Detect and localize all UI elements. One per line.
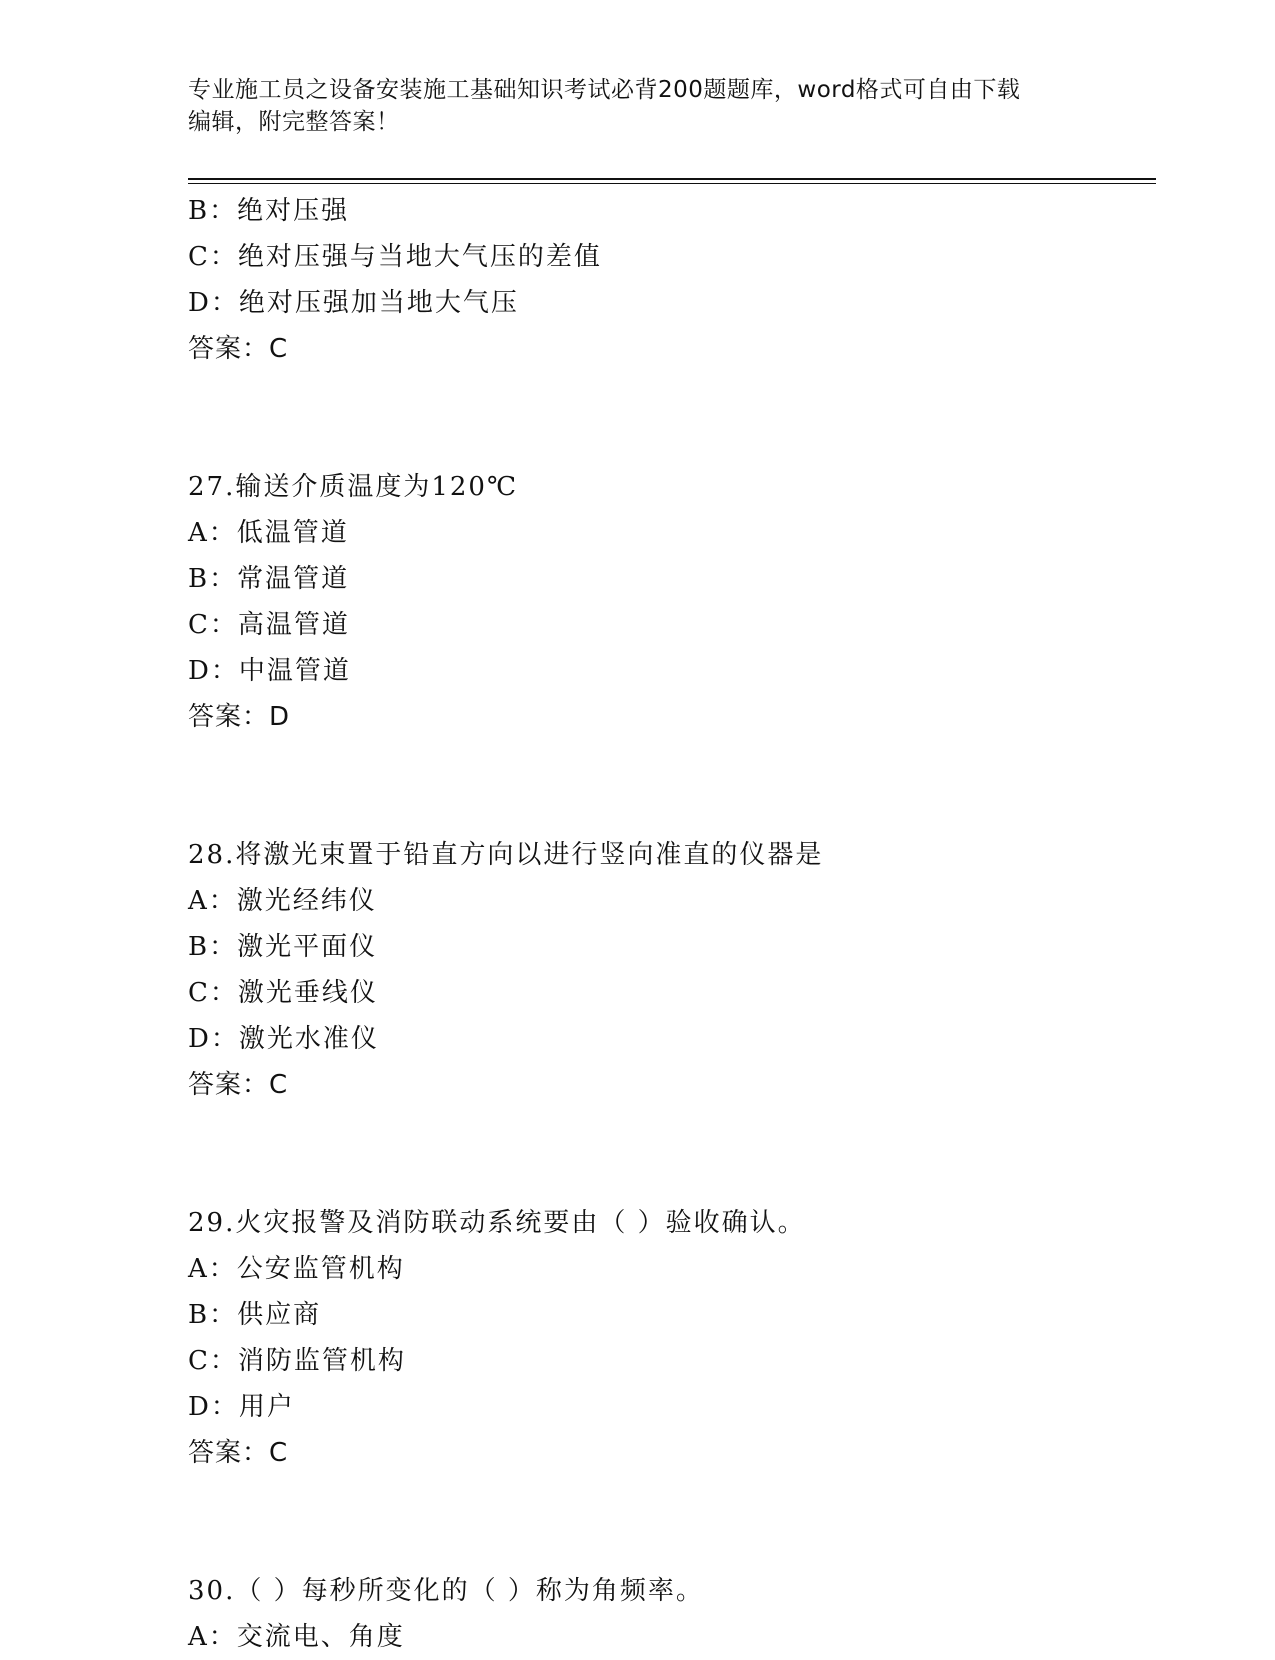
question-stem: 27.输送介质温度为120℃ [188,472,519,502]
option-a: A：交流电、角度 [188,1622,405,1652]
document-header [188,74,1078,138]
answer-line: 答案：C [188,1438,289,1468]
header-divider-thin [188,183,1156,184]
question-block-29 [188,1200,1156,1476]
question-stem: 29.火灾报警及消防联动系统要由（ ）验收确认。 [188,1208,806,1238]
question-block-28 [188,832,1156,1108]
question-stem: 30.（ ）每秒所变化的（ ）称为角频率。 [188,1576,704,1606]
spacer [188,740,1156,832]
option-c: C：高温管道 [188,610,350,640]
question-list [188,188,1156,1660]
question-block-partial [188,188,1156,372]
header-divider-thick [188,178,1156,180]
option-a: A：低温管道 [188,518,349,548]
option-a: A：公安监管机构 [188,1254,405,1284]
answer-line: 答案：C [188,1070,289,1100]
option-c: C：绝对压强与当地大气压的差值 [188,242,602,272]
question-block-27 [188,464,1156,740]
option-c: C：消防监管机构 [188,1346,406,1376]
header-title-line-2: 编辑，附完整答案！ [188,109,400,135]
header-title-line-1: 专业施工员之设备安装施工基础知识考试必背200题题库，word格式可自由下载 [188,77,1021,103]
answer-line: 答案：C [188,334,289,364]
option-d: D：绝对压强加当地大气压 [188,288,519,318]
option-d: D：中温管道 [188,656,351,686]
option-a: A：激光经纬仪 [188,886,377,916]
question-stem: 28.将激光束置于铅直方向以进行竖向准直的仪器是 [188,840,824,870]
option-d: D：激光水准仪 [188,1024,379,1054]
answer-line: 答案：D [188,702,291,732]
spacer [188,1108,1156,1200]
option-d: D：用户 [188,1392,295,1422]
option-b: B：激光平面仪 [188,932,378,962]
question-block-30 [188,1568,1156,1660]
spacer [188,372,1156,464]
option-b: B：绝对压强 [188,196,350,226]
spacer [188,1476,1156,1568]
option-c: C：激光垂线仪 [188,978,378,1008]
option-b: B：常温管道 [188,564,350,594]
option-b: B：供应商 [188,1300,322,1330]
